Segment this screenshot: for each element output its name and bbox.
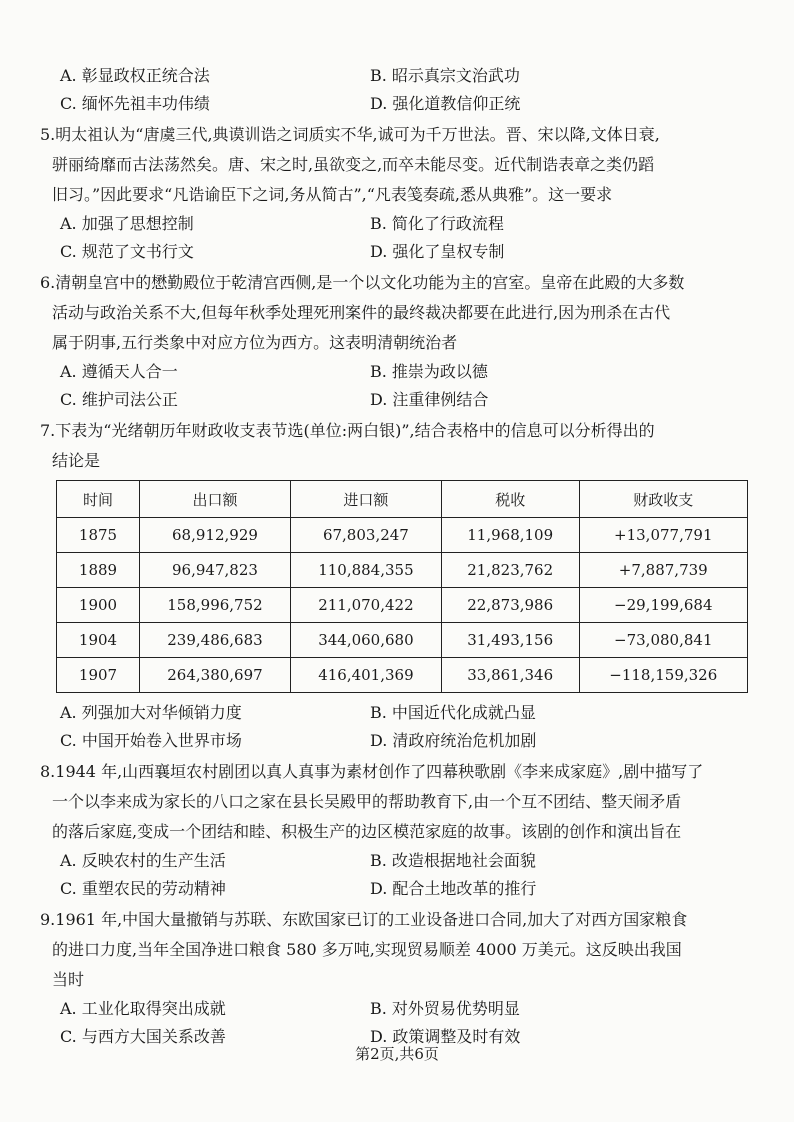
table-cell: 1904 xyxy=(57,623,140,658)
q8-option-d: D. 配合土地改革的推行 xyxy=(370,879,537,898)
q6-option-a: A. 遵循天人合一 xyxy=(60,362,178,381)
table-cell: 11,968,109 xyxy=(441,518,579,553)
q8-line-1: 8.1944 年,山西襄垣农村剧团以真人真事为素材创作了四幕秧歌剧《李来成家庭》,剧中描写了 xyxy=(40,762,704,781)
q4-option-b: B. 昭示真宗文治武功 xyxy=(370,66,520,85)
q9-line-3: 当时 xyxy=(52,970,85,989)
q6-option-b: B. 推崇为政以德 xyxy=(370,362,488,381)
q4-option-c: C. 缅怀先祖丰功伟绩 xyxy=(60,94,210,113)
table-header-cell: 时间 xyxy=(57,481,140,518)
table-cell: 21,823,762 xyxy=(441,553,579,588)
table-cell: 68,912,929 xyxy=(140,518,291,553)
q5-option-d: D. 强化了皇权专制 xyxy=(370,242,505,261)
q5-line-1: 5.明太祖认为“唐虞三代,典谟训诰之词质实不华,诚可为千万世法。晋、宋以降,文体日衰, xyxy=(40,125,660,144)
table-cell: 416,401,369 xyxy=(290,658,441,693)
table-cell: 344,060,680 xyxy=(290,623,441,658)
finance-table xyxy=(56,480,748,693)
question-8 xyxy=(40,757,756,903)
q7-option-a: A. 列强加大对华倾销力度 xyxy=(60,703,242,722)
q6-option-d: D. 注重律例结合 xyxy=(370,390,489,409)
question-9 xyxy=(40,905,756,1051)
question-5 xyxy=(40,120,756,266)
q6-line-2: 活动与政治关系不大,但每年秋季处理死刑案件的最终裁决都要在此进行,因为刑杀在古代 xyxy=(52,303,671,322)
table-header-cell: 出口额 xyxy=(140,481,291,518)
table-cell: −118,159,326 xyxy=(579,658,747,693)
table-cell: 22,873,986 xyxy=(441,588,579,623)
table-cell: 1907 xyxy=(57,658,140,693)
q7-line-1: 7.下表为“光绪朝历年财政收支表节选(单位:两白银)”,结合表格中的信息可以分析得出的 xyxy=(40,421,655,440)
table-cell: 1889 xyxy=(57,553,140,588)
table-cell: +13,077,791 xyxy=(579,518,747,553)
table-cell: 239,486,683 xyxy=(140,623,291,658)
table-cell: 264,380,697 xyxy=(140,658,291,693)
q6-option-c: C. 维护司法公正 xyxy=(60,390,178,409)
table-cell: −73,080,841 xyxy=(579,623,747,658)
table-cell: 110,884,355 xyxy=(290,553,441,588)
table-cell: 1900 xyxy=(57,588,140,623)
q9-line-1: 9.1961 年,中国大量撤销与苏联、东欧国家已订的工业设备进口合同,加大了对西方国家粮食 xyxy=(40,910,688,929)
table-cell: +7,887,739 xyxy=(579,553,747,588)
q9-option-c: C. 与西方大国关系改善 xyxy=(60,1027,226,1046)
q9-option-d: D. 政策调整及时有效 xyxy=(370,1027,521,1046)
question-7 xyxy=(40,416,756,755)
q7-option-b: B. 中国近代化成就凸显 xyxy=(370,703,536,722)
table-row xyxy=(57,658,748,693)
q8-option-c: C. 重塑农民的劳动精神 xyxy=(60,879,226,898)
page-number: 第2页,共6页 xyxy=(355,1045,439,1063)
table-cell: 211,070,422 xyxy=(290,588,441,623)
q5-option-c: C. 规范了文书行文 xyxy=(60,242,194,261)
q5-line-3: 旧习。”因此要求“凡诰谕臣下之词,务从简古”,“凡表笺奏疏,悉从典雅”。这一要求 xyxy=(52,185,613,204)
table-cell: 33,861,346 xyxy=(441,658,579,693)
table-row xyxy=(57,518,748,553)
q5-option-b: B. 简化了行政流程 xyxy=(370,214,504,233)
question-6 xyxy=(40,268,756,414)
table-cell: 96,947,823 xyxy=(140,553,291,588)
table-row xyxy=(57,588,748,623)
q5-line-2: 骈丽绮靡而古法荡然矣。唐、宋之时,虽欲变之,而卒未能尽变。近代制诰表章之类仍蹈 xyxy=(52,155,655,174)
table-cell: 67,803,247 xyxy=(290,518,441,553)
q6-line-1: 6.清朝皇宫中的懋勤殿位于乾清宫西侧,是一个以文化功能为主的宫室。皇帝在此殿的大多数 xyxy=(40,273,685,292)
q7-option-d: D. 清政府统治危机加剧 xyxy=(370,731,537,750)
table-header-cell: 财政收支 xyxy=(579,481,747,518)
q7-line-2: 结论是 xyxy=(52,451,101,470)
q8-option-b: B. 改造根据地社会面貌 xyxy=(370,851,536,870)
table-row xyxy=(57,623,748,658)
question-4-options xyxy=(52,0,756,118)
q8-line-2: 一个以李来成为家长的八口之家在县长吴殿甲的帮助教育下,由一个互不团结、整天闹矛盾 xyxy=(52,792,682,811)
table-header-cell: 进口额 xyxy=(290,481,441,518)
table-header-row xyxy=(57,481,748,518)
table-cell: 1875 xyxy=(57,518,140,553)
table-cell: 31,493,156 xyxy=(441,623,579,658)
q4-option-d: D. 强化道教信仰正统 xyxy=(370,94,521,113)
table-header-cell: 税收 xyxy=(441,481,579,518)
table-cell: 158,996,752 xyxy=(140,588,291,623)
q8-option-a: A. 反映农村的生产生活 xyxy=(60,851,226,870)
q9-line-2: 的进口力度,当年全国净进口粮食 580 多万吨,实现贸易顺差 4000 万美元。这反映出我国 xyxy=(52,940,682,959)
q9-option-a: A. 工业化取得突出成就 xyxy=(60,999,226,1018)
q9-option-b: B. 对外贸易优势明显 xyxy=(370,999,520,1018)
table-cell: −29,199,684 xyxy=(579,588,747,623)
q8-line-3: 的落后家庭,变成一个团结和睦、积极生产的边区模范家庭的故事。该剧的创作和演出旨在 xyxy=(52,822,682,841)
q4-option-a: A. 彰显政权正统合法 xyxy=(60,66,210,85)
q5-option-a: A. 加强了思想控制 xyxy=(60,214,194,233)
table-row xyxy=(57,553,748,588)
q7-option-c: C. 中国开始卷入世界市场 xyxy=(60,731,242,750)
q6-line-3: 属于阴事,五行类象中对应方位为西方。这表明清朝统治者 xyxy=(52,333,458,352)
